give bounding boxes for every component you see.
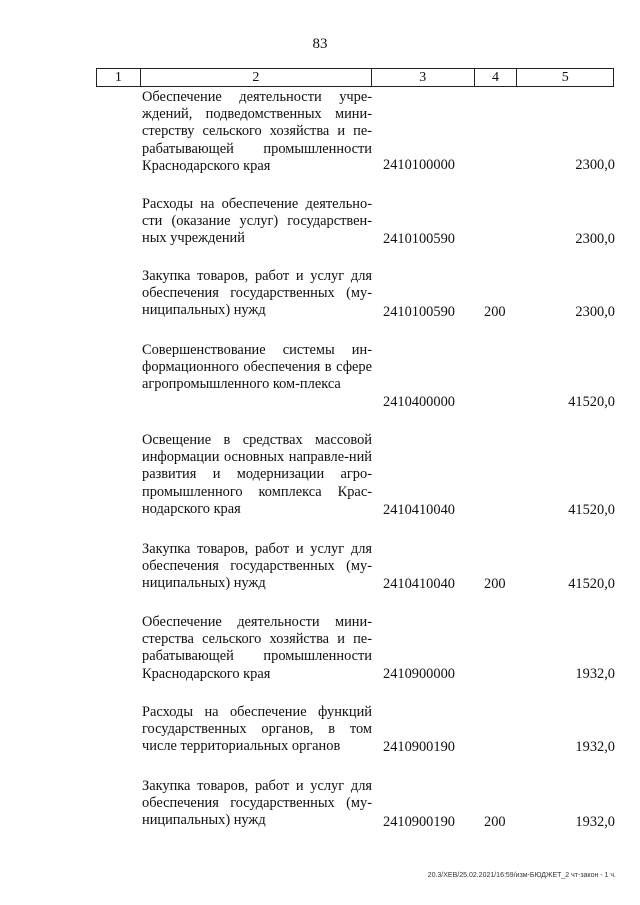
row-expense-type: 200 [484,576,506,592]
row-amount: 41520,0 [568,394,615,410]
row-amount: 41520,0 [568,502,615,518]
column-header-4: 4 [475,69,518,86]
column-header-5: 5 [561,70,569,85]
row-code: 2410900000 [383,666,455,682]
row-amount: 1932,0 [575,814,615,830]
table-header [96,68,614,87]
row-description: Обеспечение деятельности учре-ждений, подведомственных мини-стерству сельского хозяйства и пе-рабатывающей промышленности Краснодарского края [142,89,372,174]
column-header-2: 2 [141,69,372,86]
row-code: 2410400000 [383,394,455,410]
row-description: Расходы на обеспечение деятельно-сти (оказание услуг) государствен-ных учреждений [142,196,372,247]
row-amount: 2300,0 [575,231,615,247]
column-header-1: 1 [97,69,141,86]
footer-stamp: 20.3/ХЕВ/25.02.2021/16:59/изм-БЮДЖЕТ_2 чт-закон - 1 ч. [427,872,616,879]
row-amount: 1932,0 [575,739,615,755]
row-code: 2410900190 [383,814,455,830]
row-description: Закупка товаров, работ и услуг для обеспечения государственных (му-ниципальных) нужд [142,541,372,592]
page-number: 83 [312,36,328,52]
row-description: Закупка товаров, работ и услуг для обеспечения государственных (му-ниципальных) нужд [142,778,372,829]
row-code: 2410100590 [383,231,455,247]
row-code: 2410410040 [383,502,455,518]
row-expense-type: 200 [484,814,506,830]
row-description: Закупка товаров, работ и услуг для обеспечения государственных (му-ниципальных) нужд [142,268,372,319]
row-code: 2410100000 [383,157,455,173]
row-amount: 2300,0 [575,304,615,320]
row-code: 2410410040 [383,576,455,592]
row-amount: 2300,0 [575,157,615,173]
row-description: Расходы на обеспечение функций государственных органов, в том числе территориальных органов [142,704,372,755]
column-header-3: 3 [372,69,475,86]
row-amount: 1932,0 [575,666,615,682]
row-description: Освещение в средствах массовой информации основных направле-ний развития и модернизации агро-промышленного комплекса Крас-нодарского края [142,432,372,517]
row-description: Обеспечение деятельности мини-стерства сельского хозяйства и пе-рабатывающей промышленности Краснодарского края [142,614,372,682]
row-code: 2410100590 [383,304,455,320]
row-code: 2410900190 [383,739,455,755]
row-description: Совершенствование системы ин-формационного обеспечения в сфере агропромышленного ком-плекса [142,342,372,393]
row-expense-type: 200 [484,304,506,320]
row-amount: 41520,0 [568,576,615,592]
